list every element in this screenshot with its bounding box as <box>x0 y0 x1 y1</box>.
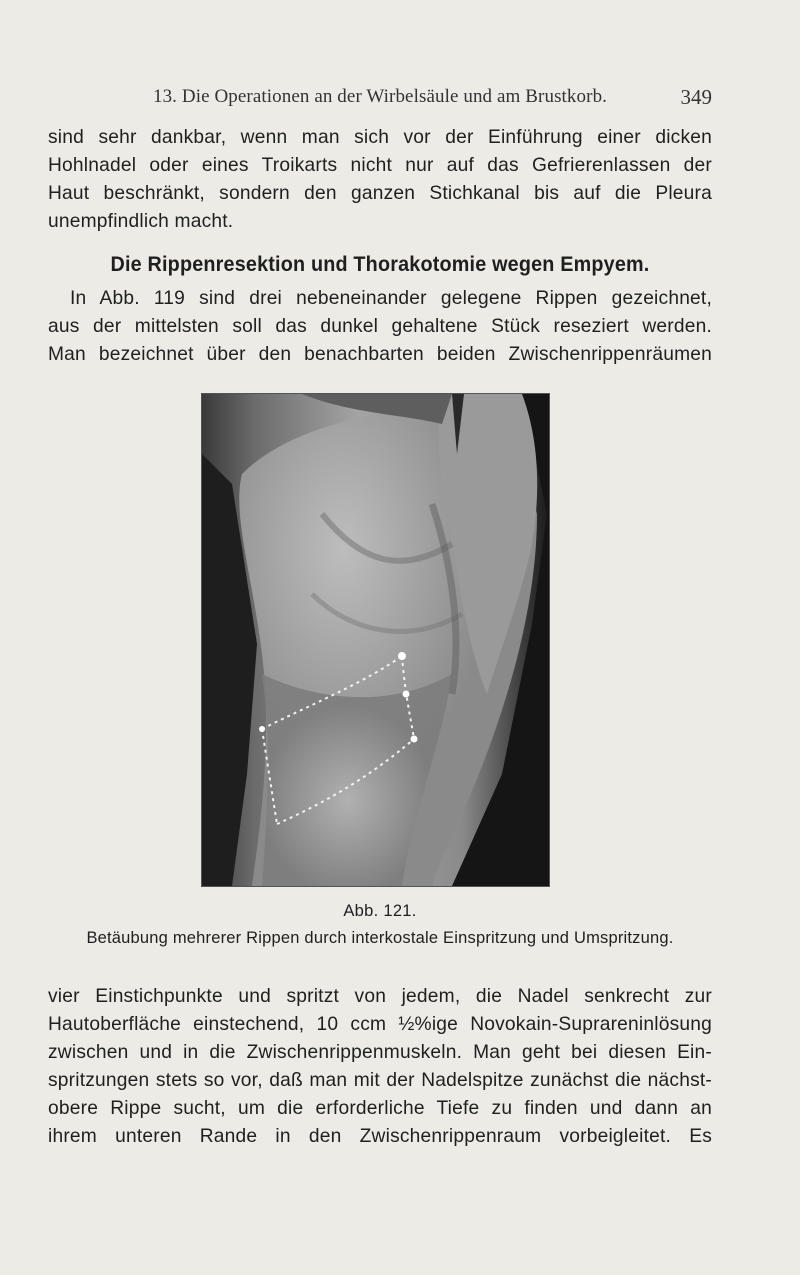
figure-label: Abb. 121. <box>343 902 417 920</box>
running-title: 13. Die Operationen an der Wirbelsäule und am Brustkorb. <box>152 86 608 107</box>
text-line: Haut beschränkt, sondern den ganzen Stichkanal bis auf die Pleura <box>48 183 712 204</box>
text-line: obere Rippe sucht, um die erforderliche Tiefe zu finden und dann an <box>48 1098 712 1119</box>
running-head <box>48 86 712 116</box>
text-line: zwischen und in die Zwischenrippenmuskeln. Man geht bei diesen Ein- <box>48 1042 712 1063</box>
text-line: sind sehr dankbar, wenn man sich vor der Einführung einer dicken <box>48 127 712 148</box>
text-line: Man bezeichnet über den benachbarten beiden Zwischenrippenräumen <box>48 344 712 365</box>
text-line: ihrem unteren Rande in den Zwischenrippenraum vorbeigleitet. Es <box>48 1126 712 1147</box>
text-line: spritzungen stets so vor, daß man mit der Nadelspitze zunächst die nächst- <box>48 1070 712 1091</box>
text-line: Hautoberfläche einstechend, 10 ccm ½%ige Novokain-Suprareninlösung <box>48 1014 712 1035</box>
figure-caption: Betäubung mehrerer Rippen durch interkostale Einspritzung und Umspritzung. <box>86 929 674 947</box>
paragraph-3 <box>48 983 712 1151</box>
paragraph-2 <box>48 285 712 369</box>
figure-photograph <box>201 393 550 887</box>
torso-photograph <box>202 394 549 886</box>
section-heading: Die Rippenresektion und Thorakotomie wegen Empyem. <box>110 252 650 276</box>
paragraph-1 <box>48 124 712 236</box>
text-line: In Abb. 119 sind drei nebeneinander gelegene Rippen gezeichnet, <box>70 288 712 309</box>
page-number: 349 <box>680 85 712 109</box>
text-line: unempfindlich macht. <box>48 211 234 232</box>
text-line: vier Einstichpunkte und spritzt von jedem, die Nadel senkrecht zur <box>48 986 712 1007</box>
text-line: Hohlnadel oder eines Troikarts nicht nur auf das Gefrierenlassen der <box>48 155 712 176</box>
text-line: aus der mittelsten soll das dunkel gehaltene Stück reseziert werden. <box>48 316 712 337</box>
